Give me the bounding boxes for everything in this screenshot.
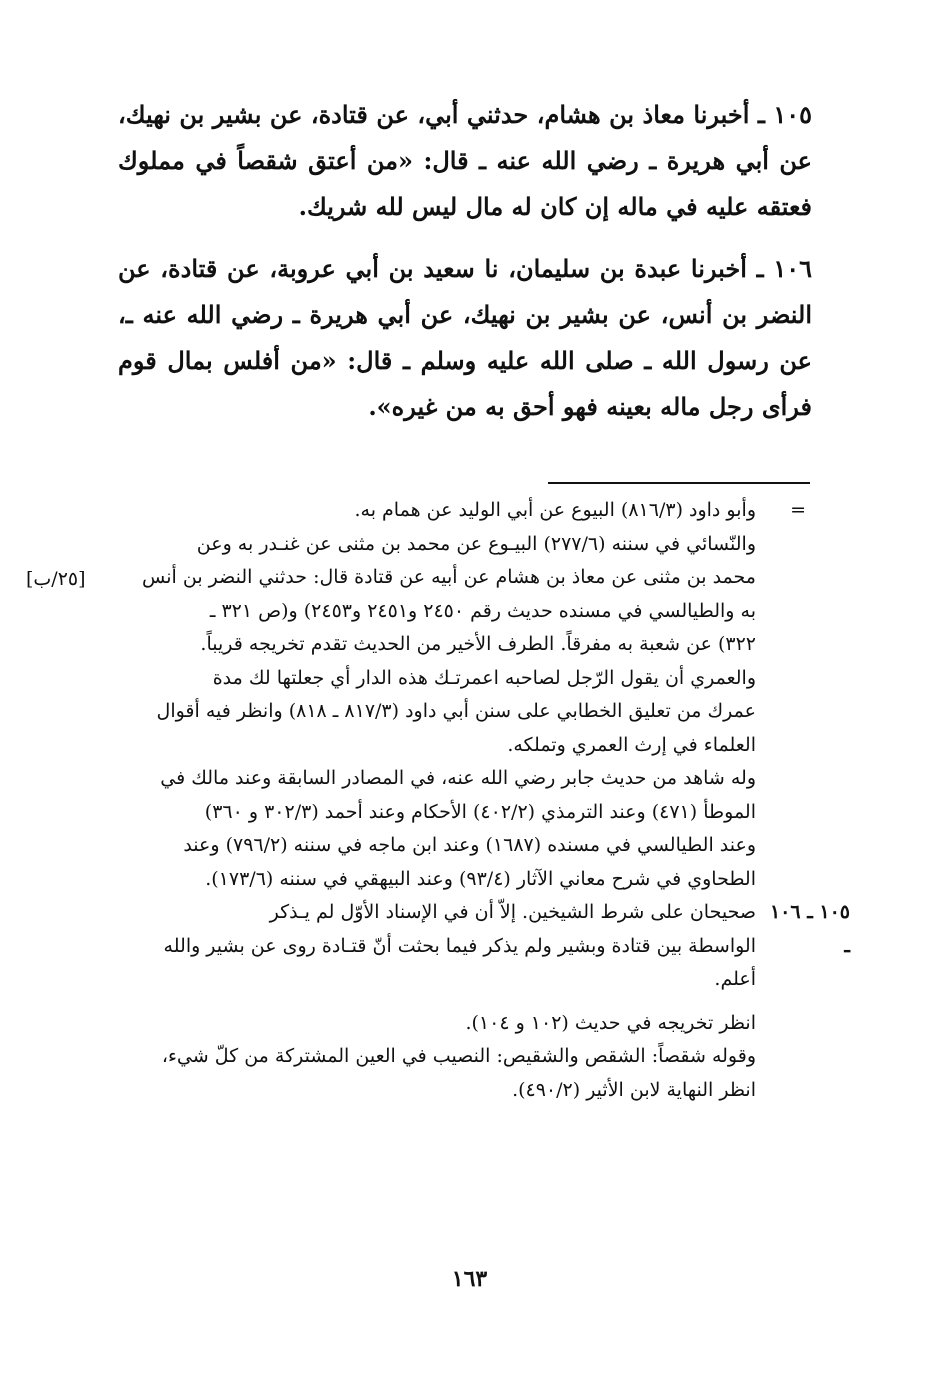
footnote-line: به والطيالسي في مسنده حديث رقم ٢٤٥٠ و٢٤٥١ و٢٤٥٣) و(ص ٣٢١ ـ [209,599,756,622]
hadith-106: ١٠٦ ـ أخبرنا عبدة بن سليمان، نا سعيد بن أبي عروبة، عن قتادة، عن النضر بن أنس، عن بشير بن نهيك، عن أبي هريرة ـ رضي الله عنه ـ، عن رسول الله ـ صلى الله عليه وسلم ـ قال: «من أفلس بمال قوم فرأى رجل ماله بعينه فهو أحق به من غيره». [118,254,813,421]
footnote-line: ٣٢٢) عن شعبة به مفرقاً. الطرف الأخير من الحديث تقدم تخريجه قريباً. [200,633,756,655]
continuation-marker: = [790,499,806,521]
footnotes [118,494,850,1107]
footnote-line: والعمري أن يقول الرّجل لصاحبه اعمرتـك هذه الدار أي جعلتها لك مدة [212,666,756,689]
footnote-line: انظر تخريجه في حديث (١٠٢ و ١٠٤). [465,1011,756,1034]
footnote-line: وله شاهد من حديث جابر رضي الله عنه، في المصادر السابقة وعند مالك في [160,767,756,789]
footnote-line: وعند الطيالسي في مسنده (١٦٨٧) وعند ابن ماجه في سننه (٧٩٦/٢) وعند [183,834,756,856]
footnote-line: العلماء في إرث العمري وتملكه. [507,733,756,756]
footnote-line: أعلم. [714,968,756,990]
footnote-separator [548,482,810,484]
footnote-line: الموطأ (٤٧١) وعند الترمذي (٤٠٢/٢) الأحكام وعند أحمد (٣٠٢/٣ و ٣٦٠) [204,800,756,823]
footnote-line: وقوله شقصاً: الشقص والشقيص: النصيب في العين المشتركة من كلّ شيء، [161,1045,756,1067]
footnote-line: = وأبو داود (٨١٦/٣) البيوع عن أبي الوليد عن همام به. [118,494,812,528]
page-number: ١٦٣ [451,1266,488,1292]
footnote-line: ١٠٥ ـ ١٠٦ ـ صحيحان على شرط الشيخين. إلاّ أن في الإسناد الأوّل لم يـذكر [118,896,812,930]
hadith-105: ١٠٥ ـ أخبرنا معاذ بن هشام، حدثني أبي، عن قتادة، عن بشير بن نهيك، عن أبي هريرة ـ رضي الله عنه ـ قال: «من أعتق شقصاً في مملوك فعتقه عليه في ماله إن كان له مال ليس لله شريك. [118,100,812,221]
main-text [118,92,812,430]
footnote-marker-105-106: ١٠٥ ـ ١٠٦ ـ [769,901,850,957]
footnote-line: الطحاوي في شرح معاني الآثار (٩٣/٤) وعند البيهقي في سننه (١٧٣/٦). [205,867,756,890]
footnote-line: انظر النهاية لابن الأثير (٤٩٠/٢). [512,1078,756,1101]
footnote-line: والنّسائي في سننه (٢٧٧/٦) البيـوع عن محمد بن مثنى عن غنـدر به وعن [196,532,756,555]
footnote-line: الواسطة بين قتادة وبشير ولم يذكر فيما بحثت أنّ قتـادة روى عن بشير والله [163,934,756,957]
footnote-line: محمد بن مثنى عن معاذ بن هشام عن أبيه عن قتادة قال: حدثني النضر بن أنس [142,566,756,588]
margin-folio-reference: [٢٥/ب] [26,568,86,590]
footnote-line: عمرك من تعليق الخطابي على سنن أبي داود (٨١٧/٣ ـ ٨١٨) وانظر فيه أقوال [156,700,756,722]
